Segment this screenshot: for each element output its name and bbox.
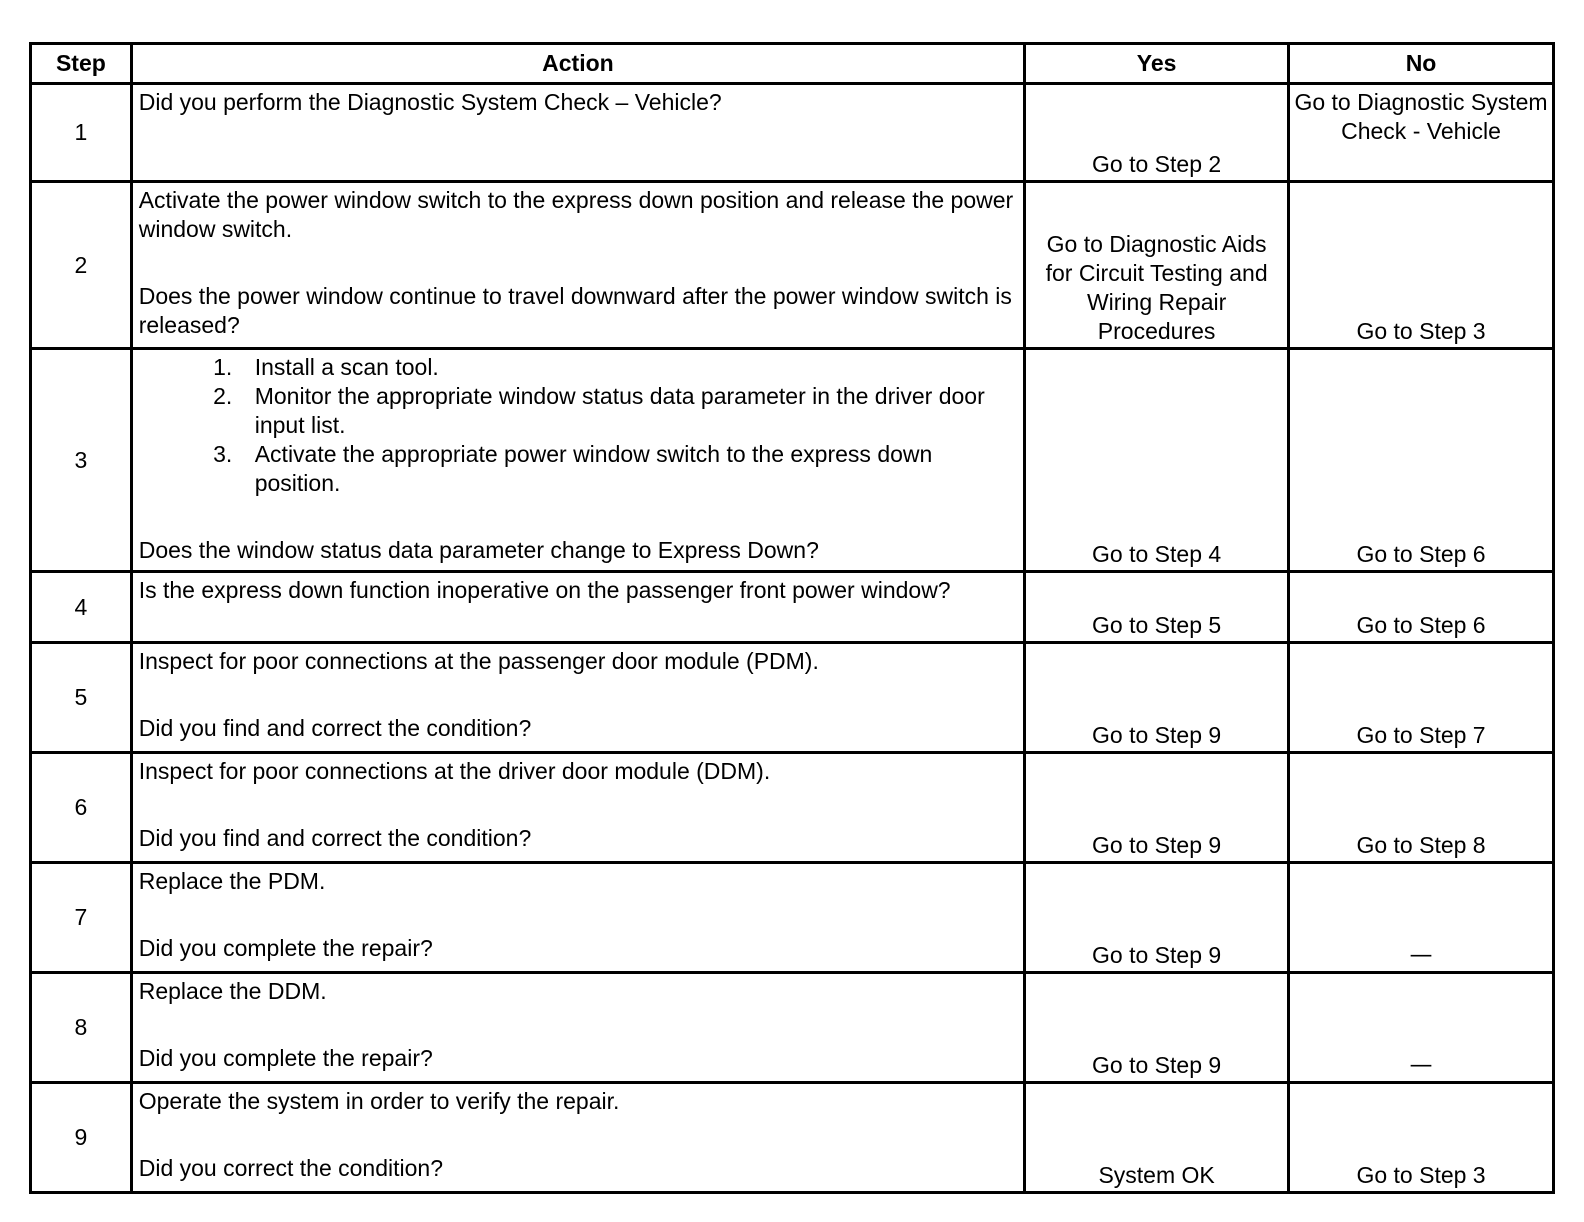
action-text: Replace the PDM. — [138, 868, 326, 894]
table-row — [31, 572, 1554, 643]
action-question: Did you complete the repair? — [138, 1045, 433, 1071]
action-cell — [131, 863, 1024, 973]
step-number: 3 — [31, 349, 132, 572]
header-step: Step — [31, 44, 132, 84]
step-number: 1 — [31, 84, 132, 182]
action-cell — [131, 84, 1024, 182]
no-cell: Go to Step 7 — [1289, 643, 1554, 753]
action-text: Is the express down function inoperative on the passenger front power window? — [138, 577, 951, 603]
yes-cell: Go to Step 9 — [1025, 753, 1289, 863]
action-question: Did you find and correct the condition? — [138, 825, 532, 851]
yes-cell: Go to Step 4 — [1025, 349, 1289, 572]
action-cell — [131, 753, 1024, 863]
action-steps-list — [139, 353, 1017, 498]
yes-cell: Go to Diagnostic Aids for Circuit Testing and Wiring Repair Procedures — [1025, 182, 1289, 349]
no-cell: Go to Step 8 — [1289, 753, 1554, 863]
action-text: Inspect for poor connections at the passenger door module (PDM). — [138, 648, 819, 674]
yes-cell: Go to Step 9 — [1025, 973, 1289, 1083]
action-cell — [131, 572, 1024, 643]
step-number: 9 — [31, 1083, 132, 1193]
action-question: Does the window status data parameter change to Express Down? — [138, 537, 819, 563]
yes-cell: Go to Step 5 — [1025, 572, 1289, 643]
action-text: Replace the DDM. — [138, 978, 327, 1004]
diagnostic-table — [29, 42, 1555, 1194]
no-cell-dash: — — [1289, 973, 1554, 1083]
table-row — [31, 84, 1554, 182]
table-row — [31, 863, 1554, 973]
step-number: 4 — [31, 572, 132, 643]
action-question: Did you complete the repair? — [138, 935, 433, 961]
action-cell — [131, 1083, 1024, 1193]
action-question: Did you correct the condition? — [138, 1155, 443, 1181]
action-question: Did you find and correct the condition? — [138, 715, 532, 741]
no-cell: Go to Step 3 — [1289, 1083, 1554, 1193]
table-row — [31, 182, 1554, 349]
yes-cell: Go to Step 2 — [1025, 84, 1289, 182]
header-no: No — [1289, 44, 1554, 84]
list-item: 3. Activate the appropriate power window switch to the express down position. — [239, 440, 1017, 498]
no-cell: Go to Step 6 — [1289, 572, 1554, 643]
step-number: 6 — [31, 753, 132, 863]
step-number: 5 — [31, 643, 132, 753]
action-text: Operate the system in order to verify the repair. — [138, 1088, 620, 1114]
no-cell: Go to Step 6 — [1289, 349, 1554, 572]
header-yes: Yes — [1025, 44, 1289, 84]
header-action: Action — [131, 44, 1024, 84]
table-row — [31, 1083, 1554, 1193]
action-cell — [131, 643, 1024, 753]
yes-cell: System OK — [1025, 1083, 1289, 1193]
action-cell — [131, 182, 1024, 349]
list-item: 2. Monitor the appropriate window status data parameter in the driver door input list. — [239, 382, 1017, 440]
action-question: Does the power window continue to travel downward after the power window switch is released? — [138, 283, 1012, 338]
step-number: 7 — [31, 863, 132, 973]
table-row — [31, 349, 1554, 572]
action-cell — [131, 349, 1024, 572]
table-row — [31, 643, 1554, 753]
step-number: 8 — [31, 973, 132, 1083]
action-cell — [131, 973, 1024, 1083]
step-number: 2 — [31, 182, 132, 349]
list-item: 1. Install a scan tool. — [239, 353, 1017, 382]
action-text: Did you perform the Diagnostic System Check – Vehicle? — [138, 89, 722, 115]
table-row — [31, 973, 1554, 1083]
action-text: Inspect for poor connections at the driver door module (DDM). — [138, 758, 771, 784]
table-row — [31, 753, 1554, 863]
yes-cell: Go to Step 9 — [1025, 863, 1289, 973]
no-cell: Go to Step 3 — [1289, 182, 1554, 349]
header-row — [31, 44, 1554, 84]
yes-cell: Go to Step 9 — [1025, 643, 1289, 753]
action-text: Activate the power window switch to the express down position and release the power window switch. — [138, 187, 1014, 242]
no-cell-dash: — — [1289, 863, 1554, 973]
no-cell: Go to Diagnostic System Check - Vehicle — [1289, 84, 1554, 182]
